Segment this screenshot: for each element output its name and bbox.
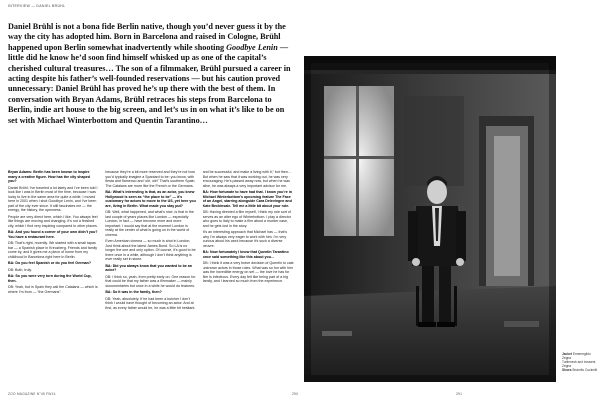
caption-line-1: Jacket Ermenegildo Zegna: [562, 352, 591, 360]
interview-columns: [8, 170, 294, 388]
section-label: INTERVIEW — DANIEL BRÜHL: [8, 4, 66, 8]
interview-question: BA: So it was in the family, then?: [105, 290, 162, 294]
portrait-photo: [304, 56, 556, 382]
interview-answer: DB: Yeah, but in Spain they call the Catalans — which is where I’m from — “the Germans”.: [8, 285, 98, 294]
interview-answer: It’s an interesting approach that Michael has — that’s why I’m always very eager to work with him. I’m very curious about his work because it’s such a diverse oeuvre.: [202, 230, 288, 248]
interview-column-1: [8, 170, 99, 388]
lede-paragraph: [8, 22, 294, 126]
interview-answer: People are very direct here, which I like. You always feel like things are moving and changing. It’s not a finished city, which I find very inspiring compared to other places.: [8, 214, 98, 228]
page-number-right: 291: [456, 392, 463, 396]
footer-publication: ZOO MAGAZINE N°45 FW14: [8, 392, 56, 396]
interview-answer: and be successful, and make a living with it,” but then... But when he saw that it was working out, he was very encouraging. He’s passed away now, but when he was alive, he was always a very important advisor for me.: [202, 170, 291, 188]
caption-line-3: Zegna: [562, 364, 572, 368]
lede-film-title: Goodbye Lenin: [226, 42, 278, 52]
interview-question: BA: So you were very torn during the World Cup, then.: [8, 274, 92, 283]
caption-line-4: Shoes Brunello Cucinelli: [562, 368, 598, 372]
interview-question: BA: Do you feel Spanish or do you feel German?: [8, 261, 92, 265]
photo-caption: [562, 352, 598, 372]
interview-column-2: [105, 170, 196, 388]
interview-answer: DB: Well, what happened, and what’s nice, is that in the last couple of years places like London — especially London, in fact — have become more and more important. I would say that at the moment London is really at the center of what is going on in the world of cinema.: [105, 210, 194, 237]
interview-question: Bryan Adams: Berlin has been known to inspire many a creative figure. How has the city shaped you?: [8, 170, 90, 183]
interview-answer: because they’re a bit more reserved and they’re not how you’d typically imagine a Spaniard to be: you know, with fiesta and flamenco and ‘olé, olé!’ That’s southern Spain. The Catalans are more like the French or the Germans.: [105, 170, 196, 188]
interview-answer: Daniel Brühl: I’ve traveled a lot lately and I’ve been told I look like I was in Berlin most of the time, because I was lucky to live in the same area for quite a while. I moved here in 2001 when I shot Goodbye Lenin, and I’ve been part of the city ever since. It still fascinates me — the energy, the history, the openness.: [8, 185, 98, 212]
interview-column-3: [203, 170, 294, 388]
interview-question: BA: What’s interesting is that, as an actor, you knew Hollywood is seen as “the place to be” — it’s customary for actors to move to the US, yet here you are, living in Berlin. What made you stay put?: [105, 190, 196, 208]
interview-answer: DB: I think so, yeah, from pretty early on. One reason for that could be that my father was a filmmaker — mainly documentaries but once in a while he would do features.: [105, 274, 196, 288]
lede-part-2: — little did he know he’d soon find himself whisked up as one of the capital’s cherished cultural treasures… The son of a filmmaker, Brühl pursued a career in acting despite his father’s well-founded reservations — but his caution proved unnecessary: Daniel Brühl has proved he’s up there with the best of them. In conversation with Bryan Adams, Brühl retraces his steps from Barcelona to Berlin, indie art house to the big screen, and let’s us in on what it’s like to be on set with Michael Winterbottom and Quentin Tarantino…: [8, 42, 291, 125]
lede-part-1: Daniel Brühl is not a bona fide Berlin native, though you’d never guess it by the way the city has adopted him. Born in Barcelona and raised in Cologne, Brühl happened upon Berlin somewhat inadvertently while shooting: [8, 22, 286, 52]
interview-answer: Even American cinema — so much is shot in London. Just think about the latest James Bond. So LA is no longer the one and only option. Of course, it’s good to be there once in a while, although I don’t think anything is ever really set in stone.: [105, 239, 196, 261]
interview-question: BA: How fortunate to have had that. I know you’re in Michael Winterbottom’s upcoming feature The Face of an Angel, starring alongside Cara Delevingne and Kate Beckinsale. Tell me a little bit about your role.: [202, 190, 292, 208]
caption-line-2: Turtleneck and trousers: [562, 360, 596, 364]
page-number-left: 290: [292, 392, 299, 396]
portrait-photo-image: [304, 56, 556, 382]
interview-answer: DB: Having directed a film myself, I think my role sort of serves as an alter ego of Winterbottom. I play a director who goes to Italy to make a film about a murder case, and he gets lost in the story.: [202, 210, 291, 228]
interview-answer: DB: Both, truly.: [8, 267, 32, 272]
interview-answer: DB: That’s right, recently. We started with a small tapas bar — a Spanish place in Kreuzberg. Friends and family come by, and it gives me a piece of home from my childhood in Barcelona right here in Berlin.: [8, 241, 98, 259]
interview-question: BA: Now fortunately I know that Quentin Tarantino once said something like this about you...: [202, 250, 289, 259]
interview-question: BA: Did you always know that you wanted to be an actor?: [105, 263, 192, 272]
interview-question: BA: And you found a corner of your own didn’t you? You have a restaurant here.: [8, 230, 98, 239]
interview-answer: DB: I think it was a very brave decision of Quentin to cast unknown actors in those roles. What was so fun with him was the incredible energy on set — the love he has for film is infectious. Every day felt like being part of a big family, and I learned so much from the experience.: [202, 261, 294, 283]
interview-answer: DB: Yeah, absolutely. If he had been a butcher I don’t think I would have thought of becoming an actor. And at first, as every father would be, he was a little bit hesitant.: [105, 296, 196, 310]
